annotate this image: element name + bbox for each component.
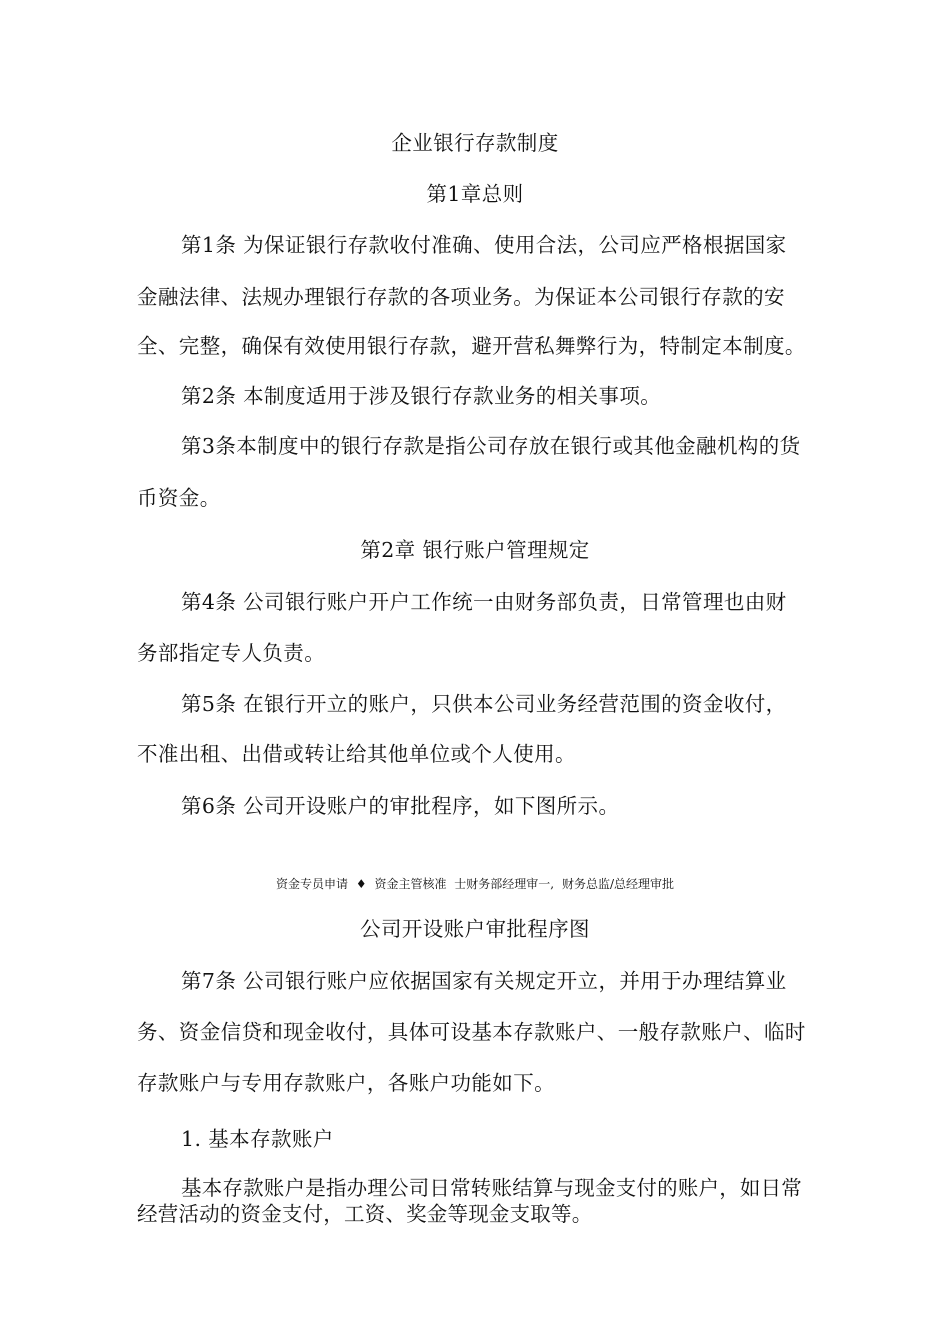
article-4-line-1: 第4条 公司银行账户开户工作统一由财务部负责，日常管理也由财 [181,590,787,614]
article-6: 第6条 公司开设账户的审批程序，如下图所示。 [181,794,620,818]
flow-step-1: 资金专员申请 [276,877,349,891]
article-7-line-1: 第7条 公司银行账户应依据国家有关规定开立，并用于办理结算业 [181,969,787,993]
article-1-line-3: 全、完整，确保有效使用银行存款，避开营私舞弊行为，特制定本制度。 [137,334,806,358]
document-title: 企业银行存款制度 [391,131,559,155]
flow-step-2: 资金主管核准 [374,877,447,891]
article-3-line-2: 币资金。 [137,486,221,510]
article-1-line-2: 金融法律、法规办理银行存款的各项业务。为保证本公司银行存款的安 [137,285,785,309]
approval-flow-diagram [0,876,950,892]
article-2: 第2条 本制度适用于涉及银行存款业务的相关事项。 [181,384,662,408]
flow-arrow-icon: ♦ [355,877,367,891]
article-7-line-2: 务、资金信贷和现金收付，具体可设基本存款账户、一般存款账户、临时 [137,1020,806,1044]
chapter-2-heading: 第2章 银行账户管理规定 [360,538,590,562]
flow-step-4: 财务总监/总经理审批 [561,877,674,891]
article-5-line-1: 第5条 在银行开立的账户，只供本公司业务经营范围的资金收付， [181,692,787,716]
item-1-description-line-1: 基本存款账户是指办理公司日常转账结算与现金支付的账户，如日常 [181,1176,802,1200]
figure-caption: 公司开设账户审批程序图 [360,917,590,941]
flow-step-3: 士财务部经理审一, [454,877,555,891]
item-1-heading: 1. 基本存款账户 [181,1127,334,1151]
article-5-line-2: 不准出租、出借或转让给其他单位或个人使用。 [137,742,576,766]
article-7-line-3: 存款账户与专用存款账户，各账户功能如下。 [137,1071,555,1095]
article-1-line-1: 第1条 为保证银行存款收付准确、使用合法，公司应严格根据国家 [181,233,787,257]
chapter-1-heading: 第1章总则 [426,182,524,206]
article-4-line-2: 务部指定专人负责。 [137,641,326,665]
item-1-description-line-2: 经营活动的资金支付，工资、奖金等现金支取等。 [137,1202,593,1226]
article-3-line-1: 第3条本制度中的银行存款是指公司存放在银行或其他金融机构的货 [181,434,801,458]
